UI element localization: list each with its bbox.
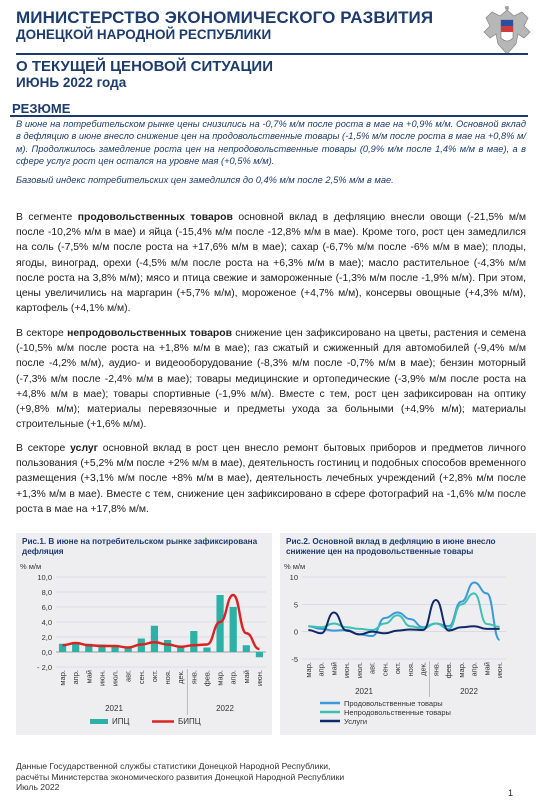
figure-2-xtick-label: мар. (456, 662, 466, 678)
services-paragraph-keyword: услуг (70, 443, 99, 454)
figure-1-bar (125, 648, 132, 652)
figure-1-xtick-label: июн. (254, 670, 264, 687)
figure-2-ytick-label: -5 (291, 655, 298, 664)
legend-bar-swatch (90, 719, 108, 724)
nonfood-paragraph-text: снижение цен зафиксировано на цветы, растения и семена (-10,5% м/м после роста на +1,8% м/м в мае); газ сжатый и сжиженный для автомобилей (-9,4% м/м после -4,2% м/м), аудио- и видеооборудование (-8,3% м/м после -0,7% м/м в мае); бензин моторный (-7,3% м/м после -2,4% м/м в мае); товары медицинские и ортопедические (-3,9% м/м после роста на +4,8% м/м в мае); товары спортивные (-1,9% м/м). Вместе с тем, рост цен зафиксирован на оптику (+9,8% м/м); материалы перевязочные и предметы ухода за больными (+4,9% м/м); материалы строительные (+1,6% м/м). (16, 328, 526, 431)
figure-2-xtick-label: май (329, 662, 339, 676)
figure-2-ytick-label: 10 (289, 573, 298, 582)
figure-2-xtick-label: янв. (431, 662, 441, 677)
figure-1-title: Рис.1. В июне на потребительском рынке зафиксирована дефляция (22, 537, 258, 556)
figure-1-ytick-label: 4,0 (41, 618, 52, 627)
figure-1-year-2021: 2021 (105, 704, 123, 713)
figure-1-ytick-label: 10,0 (37, 573, 52, 582)
figure-1-unit: % м/м (20, 562, 42, 571)
figure-2-legend-label: Продовольственные товары (344, 699, 443, 708)
figure-1-bar (230, 607, 237, 652)
figure-1-xtick-label: сен. (136, 670, 146, 685)
figure-2-xtick-label: ноя. (405, 662, 415, 677)
figure-1-xtick-label: мар. (58, 670, 68, 686)
legend-line-label: БИПЦ (178, 717, 201, 726)
figure-1-xtick-label: фев. (202, 670, 212, 687)
resume-block (16, 118, 526, 192)
figure-1-xtick-label: июн. (97, 670, 107, 687)
header-rule (16, 53, 528, 55)
figure-2-xtick-label: дек. (418, 662, 428, 676)
figure-1-ytick-label: 0,0 (41, 648, 52, 657)
republic-name: ДОНЕЦКОЙ НАРОДНОЙ РЕСПУБЛИКИ (16, 27, 272, 42)
services-paragraph-intro: В секторе (16, 443, 71, 454)
figure-1-xtick-label: авг. (123, 670, 133, 683)
nonfood-paragraph (16, 326, 526, 432)
report-title-main: О ТЕКУЩЕЙ ЦЕНОВОЙ СИТУАЦИИ (16, 58, 273, 75)
figure-1-bar (203, 648, 210, 653)
report-period: ИЮНЬ 2022 года (16, 75, 127, 90)
figure-1-year-2022: 2022 (216, 704, 234, 713)
nonfood-paragraph-intro: В секторе (16, 328, 68, 339)
footer-date: Июль 2022 (16, 782, 60, 793)
page-header (16, 8, 536, 52)
figure-2-xtick-label: авг. (367, 662, 377, 675)
page-number: 1 (508, 788, 514, 798)
figure-1-chart (16, 533, 272, 735)
figure-2-unit: % м/м (284, 562, 306, 571)
figure-2-chart (280, 533, 536, 735)
figure-2-nonfood-line (308, 593, 499, 630)
resume-heading: РЕЗЮМЕ (10, 101, 528, 117)
figure-1-ytick-label: - 2,0 (36, 663, 52, 672)
coat-of-arms-icon (478, 4, 536, 60)
figure-2-xtick-label: мар. (303, 662, 313, 678)
figure-2-xtick-label: июн. (342, 662, 352, 679)
figure-1-xtick-label: ноя. (163, 670, 173, 685)
figure-2-title: Рис.2. Основной вклад в дефляцию в июне внесло снижение цен на продовольственные товары (286, 537, 496, 556)
figure-2-food-line (308, 582, 499, 639)
ministry-name: МИНИСТЕРСТВО ЭКОНОМИЧЕСКОГО РАЗВИТИЯ (16, 8, 434, 27)
figure-1-xtick-label: окт. (149, 670, 159, 683)
footer-source (16, 761, 344, 793)
figure-2-xtick-label: апр. (316, 662, 326, 677)
figure-1-xtick-label: май (84, 670, 94, 684)
figure-2-year-2022: 2022 (460, 687, 478, 696)
figure-1-xtick-label: июл. (110, 670, 120, 687)
resume-paragraph-1: В июне на потребительском рынке цены снизились на -0,7% м/м после роста в мае на +0,9% м/м. Основной вклад в дефляцию в июне внесло снижение цен на продовольственные товары (-1,5% м/м после роста в мае на +0,8% м/м). Продолжилось замедление роста цен на непродовольственные товары (0,9% м/м после 1,4% м/м в мае), а в сфере услуг рост цен остался на уровне мая (+0,5% м/м). (16, 119, 526, 167)
figure-1-xtick-label: янв. (189, 670, 199, 685)
figure-2-legend-label: Услуги (344, 717, 368, 726)
footer-line-2: расчёты Министерства экономического развития Донецкой Народной Республики (16, 771, 345, 782)
figure-1-xtick-label: апр. (71, 670, 81, 685)
food-paragraph-keyword: продовольственных товаров (77, 212, 233, 223)
figure-1-xtick-label: апр. (228, 670, 238, 685)
figure-2 (280, 533, 536, 735)
figure-1-bar (111, 647, 118, 652)
food-paragraph-intro: В сегменте (16, 212, 78, 223)
figure-2-xtick-label: май (482, 662, 492, 676)
figure-2-xtick-label: апр. (469, 662, 479, 677)
figure-1-xtick-label: дек. (176, 670, 186, 684)
figure-2-year-2021: 2021 (355, 687, 373, 696)
figure-2-xtick-label: сен. (380, 662, 390, 677)
figure-1-bar (256, 652, 263, 657)
food-paragraph-text: основной вклад в дефляцию внесли овощи (-21,5% м/м после -10,2% м/м в мае) и яйца (-15,4% м/м после -12,8% м/м в мае). Кроме того, рост цен замедлился на соль (-7,5% м/м после роста на +17,6% м/м в мае); сахар (-6,7% м/м после -6% м/м в мае); плоды, ягоды, виноград, орехи (-4,5% м/м после роста на +6,3% м/м в мае); масло растительное (-4,3% м/м после роста на 3,8% м/м); мясо и птица свежие и замороженные (-1,3% м/м после -1,9% м/м). При этом, цены увеличились на маргарин (+5,7% м/м), мороженое (+4,7% м/м), консервы овощные (+4,3% м/м), картофель (+4,1% м/м). (16, 212, 526, 315)
figure-1-bar (164, 640, 171, 652)
services-paragraph (16, 441, 526, 517)
figure-1-xtick-label: мар. (215, 670, 225, 686)
figure-1-ytick-label: 2,0 (41, 633, 52, 642)
footer-line-1: Данные Государственной службы статистики Донецкой Народной Республики, (16, 761, 331, 771)
services-paragraph-text: основной вклад в рост цен внесло ремонт бытовых приборов и предметов личного пользования (+5,2% м/м после +2% м/м в мае), деятельность гостиниц и подобных способов временного размещения (+3,1% м/м после +8% м/м в мае), деятельность лечебных учреждений (+2,8% м/м после +1,3% м/м в мае). Вместе с тем, снижение цен зафиксировано в сфере фотографий на -1,6% м/м после роста в мае на +17,8% м/м. (16, 443, 526, 515)
nonfood-paragraph-keyword: непродовольственных товаров (67, 328, 232, 339)
figure-2-xtick-label: фев. (444, 662, 454, 679)
resume-paragraph-2: Базовый индекс потребительских цен замедлился до 0,4% м/м после 2,5% м/м в мае. (16, 174, 394, 185)
report-title (16, 58, 273, 91)
food-paragraph (16, 210, 526, 316)
figure-1 (16, 533, 272, 735)
figure-1-xtick-label: май (241, 670, 251, 684)
figure-1-bar (190, 631, 197, 652)
figure-2-xtick-label: июн. (495, 662, 505, 679)
figure-2-legend-label: Непродовольственные товары (344, 708, 451, 717)
figure-1-ytick-label: 6,0 (41, 603, 52, 612)
figure-1-bar (151, 626, 158, 652)
figure-2-xtick-label: окт. (393, 662, 403, 675)
figure-1-ytick-label: 8,0 (41, 588, 52, 597)
figure-2-ytick-label: 5 (293, 600, 298, 610)
figure-2-ytick-label: 0 (293, 627, 298, 637)
figure-1-bar (243, 645, 250, 652)
figure-2-xtick-label: июл. (354, 662, 364, 679)
legend-bar-label: ИПЦ (112, 717, 130, 726)
